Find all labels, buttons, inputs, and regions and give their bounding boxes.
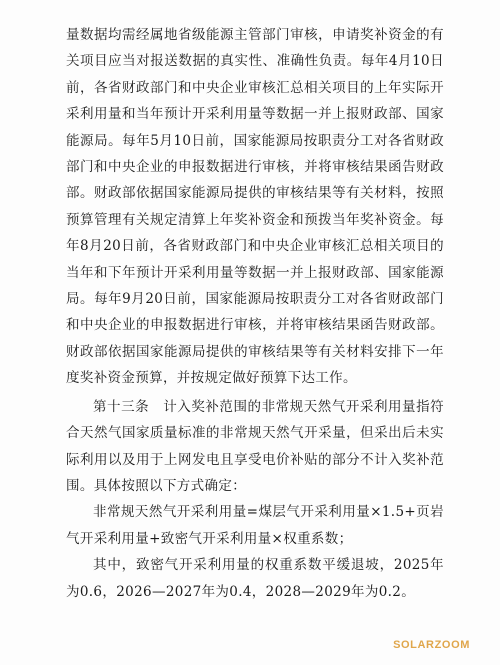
document-body [66, 22, 444, 605]
paragraph-weight-coefficient: 其中，致密气开采利用量的权重系数平缓退坡，2025年为0.6，2026—2027年为0.4，2028—2029年为0.2。 [66, 557, 444, 600]
paragraph-continuation: 量数据均需经属地省级能源主管部门审核，申请奖补资金的有关项目应当对报送数据的真实性、准确性负责。每年4月10日前，各省财政部门和中央企业审核汇总相关项目的上年实际开采利用量和当年预计开采利用量等数据一并上报财政部、国家能源局。每年5月10日前，国家能源局按职责分工对各省财政部门和中央企业的申报数据进行审核，并将审核结果函告财政部。财政部依据国家能源局提供的审核结果等有关材料，按照预算管理有关规定清算上年奖补资金和预拨当年奖补资金。每年8月20日前，各省财政部门和中央企业审核汇总相关项目的当年和下年预计开采利用量等数据一并上报财政部、国家能源局。每年9月20日前，国家能源局按职责分工对各省财政部门和中央企业的申报数据进行审核，并将审核结果函告财政部。财政部依据国家能源局提供的审核结果等有关材料安排下一年度奖补资金预算，并按规定做好预算下达工作。 [66, 27, 444, 387]
paragraph-formula: 非常规天然气开采利用量=煤层气开采利用量×1.5+页岩气开采利用量+致密气开采利用量×权重系数； [66, 504, 444, 547]
paragraph-article-13: 第十三条 计入奖补范围的非常规天然气开采利用量指符合天然气国家质量标准的非常规天然气开采量，但采出后未实际利用以及用于上网发电且享受电价补贴的部分不计入奖补范围。具体按照以下方式确定： [66, 398, 444, 494]
watermark-logo: SOLARZOOM [393, 639, 470, 651]
